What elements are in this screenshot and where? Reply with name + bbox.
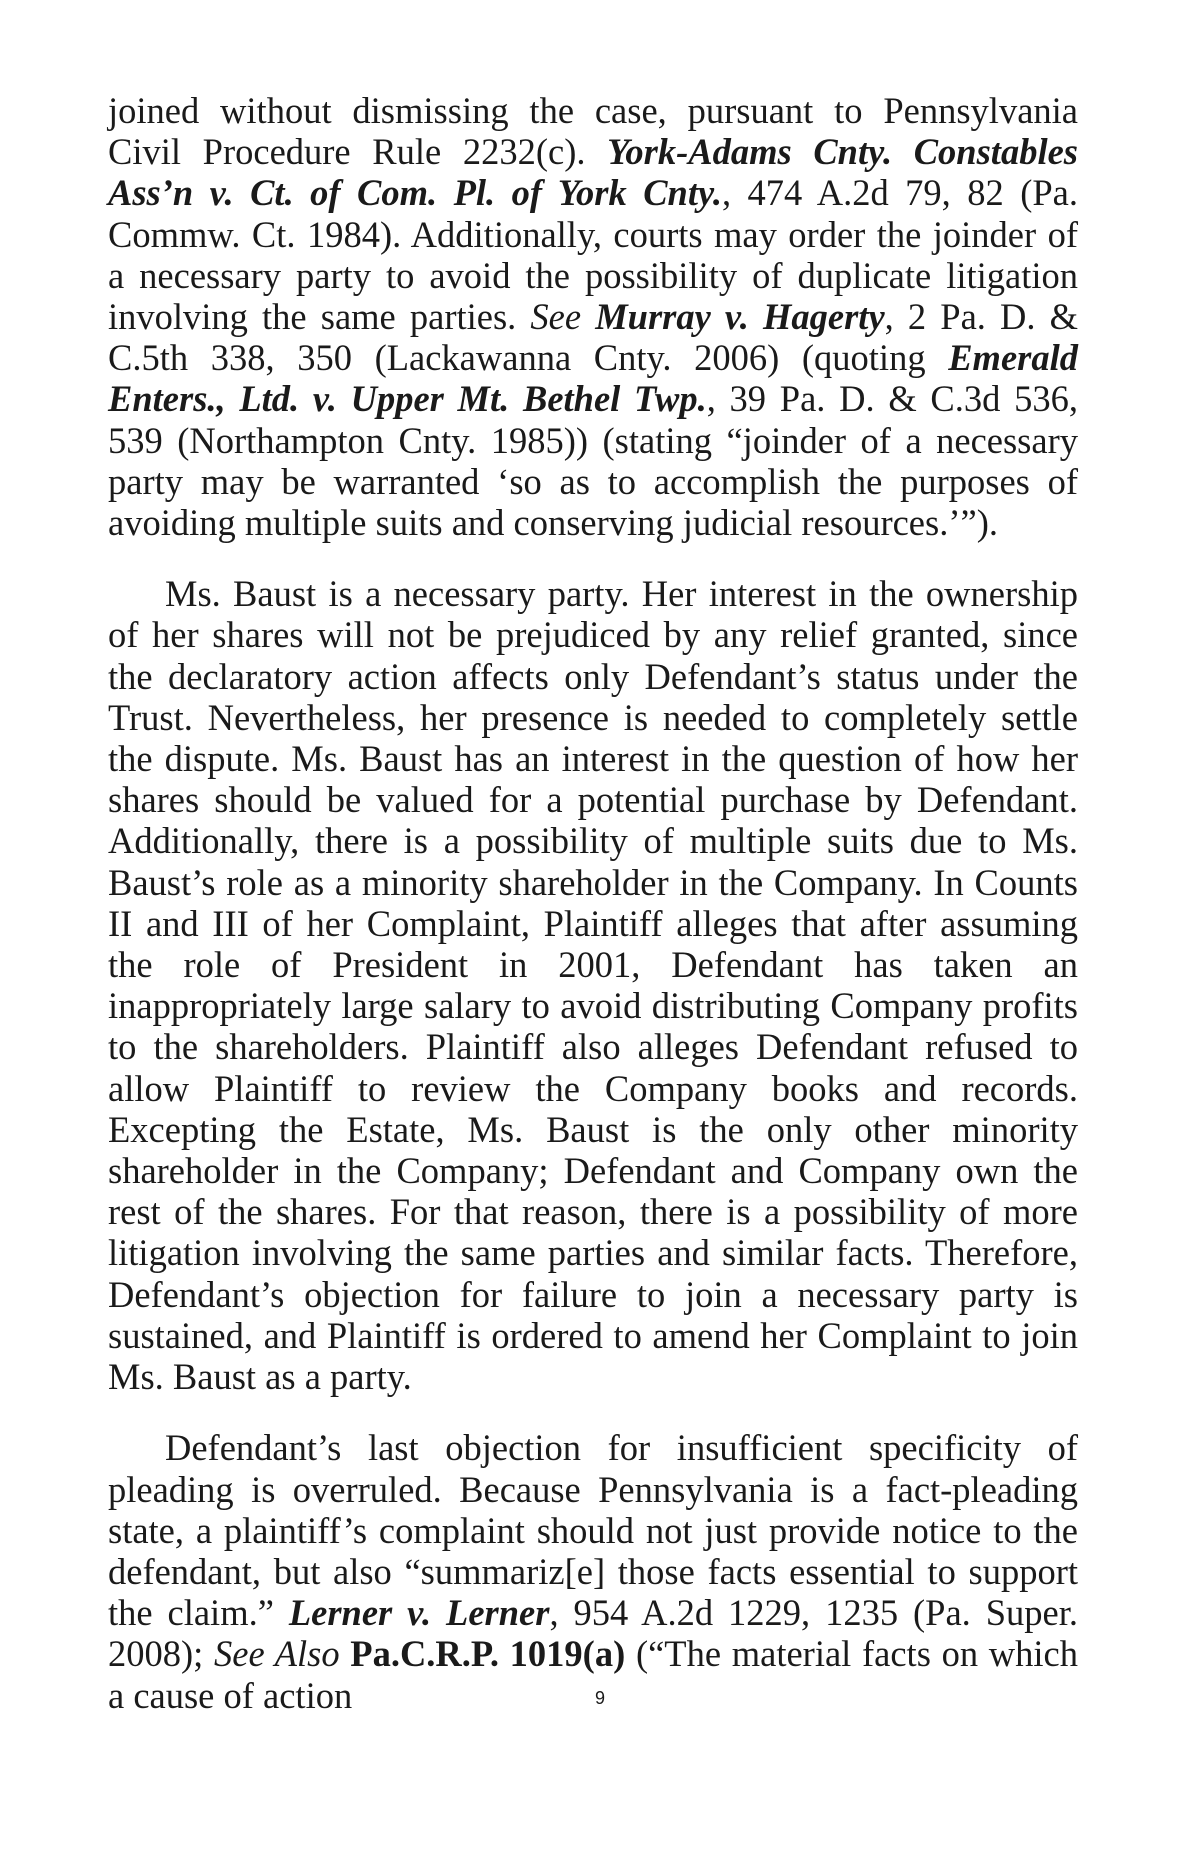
signal-word: See Also (214, 1633, 340, 1675)
text-segment: (“The material facts on which a cause of action (108, 1633, 1078, 1716)
text-segment (581, 296, 595, 337)
case-citation: Emerald Enters., Ltd. v. Upper Mt. Bethel Twp. (108, 337, 1078, 420)
text-segment (340, 1633, 351, 1674)
text-segment: joined without dismissing the case, pursuant to Pennsylvania Civil Procedure Rule 2232(c). (108, 90, 1078, 173)
page-number: 9 (594, 1688, 605, 1708)
case-citation: Murray v. Hagerty (595, 296, 885, 338)
signal-word: See (530, 296, 582, 338)
paragraph-continuation (108, 90, 1078, 543)
case-citation: Lerner v. Lerner (288, 1592, 550, 1634)
text-segment: , 2 Pa. D. & C.5th 338, 350 (Lackawanna Cnty. 2006) (quoting (108, 296, 1079, 379)
text-segment: Ms. Baust is a necessary party. Her interest in the ownership of her shares will not be prejudiced by any relief granted, since the declaratory action affects only Defendant’s status under the Trust. Nevertheless, her presence is needed to completely settle the dispute. Ms. Baust has an interest in the question of how her shares should be valued for a potential purchase by Defendant. Additionally, there is a possibility of multiple suits due to Ms. Baust’s role as a minority shareholder in the Company. In Counts II and III of her Complaint, Plaintiff alleges that after assuming the role of President in 2001, Defendant has taken an inappropriately large salary to avoid distributing Company profits to the shareholders. Plaintiff also alleges Defendant refused to allow Plaintiff to review the Company books and records. Excepting the Estate, Ms. Baust is the only other minority shareholder in the Company; Defendant and Company own the rest of the shares. For that reason, there is a possibility of more litigation involving the same parties and similar facts. Therefore, Defendant’s objection for failure to join a necessary party is sustained, and Plaintiff is ordered to amend her Complaint to join Ms. Baust as a party. (108, 573, 1078, 1398)
text-segment: , 39 Pa. D. & C.3d 536, 539 (Northampton Cnty. 1985)) (stating “joinder of a necessary party may be warranted ‘so as to accomplish the purposes of avoiding multiple suits and conserving judicial resources.’”). (108, 378, 1078, 544)
case-citation: York-Adams Cnty. Constables Ass’n v. Ct. of Com. Pl. of York Cnty. (108, 131, 1078, 214)
paragraph-specificity (108, 1427, 1078, 1715)
document-page (108, 90, 1078, 1716)
text-segment: , 474 A.2d 79, 82 (Pa. Commw. Ct. 1984). Additionally, courts may order the joinder of a necessary party to avoid the possibility of duplicate litigation involving the same parties. (108, 172, 1078, 338)
text-segment: Defendant’s last objection for insufficient specificity of pleading is overruled. Because Pennsylvania is a fact-pleading state, a plaintiff’s complaint should not just provide notice to the defendant, but also “summariz[e] those facts essential to support the claim.” (108, 1427, 1078, 1634)
text-segment: , 954 A.2d 1229, 1235 (Pa. Super. 2008); (108, 1592, 1078, 1675)
paragraph-necessary-party (108, 573, 1078, 1397)
rule-citation: Pa.C.R.P. 1019(a) (350, 1633, 626, 1675)
